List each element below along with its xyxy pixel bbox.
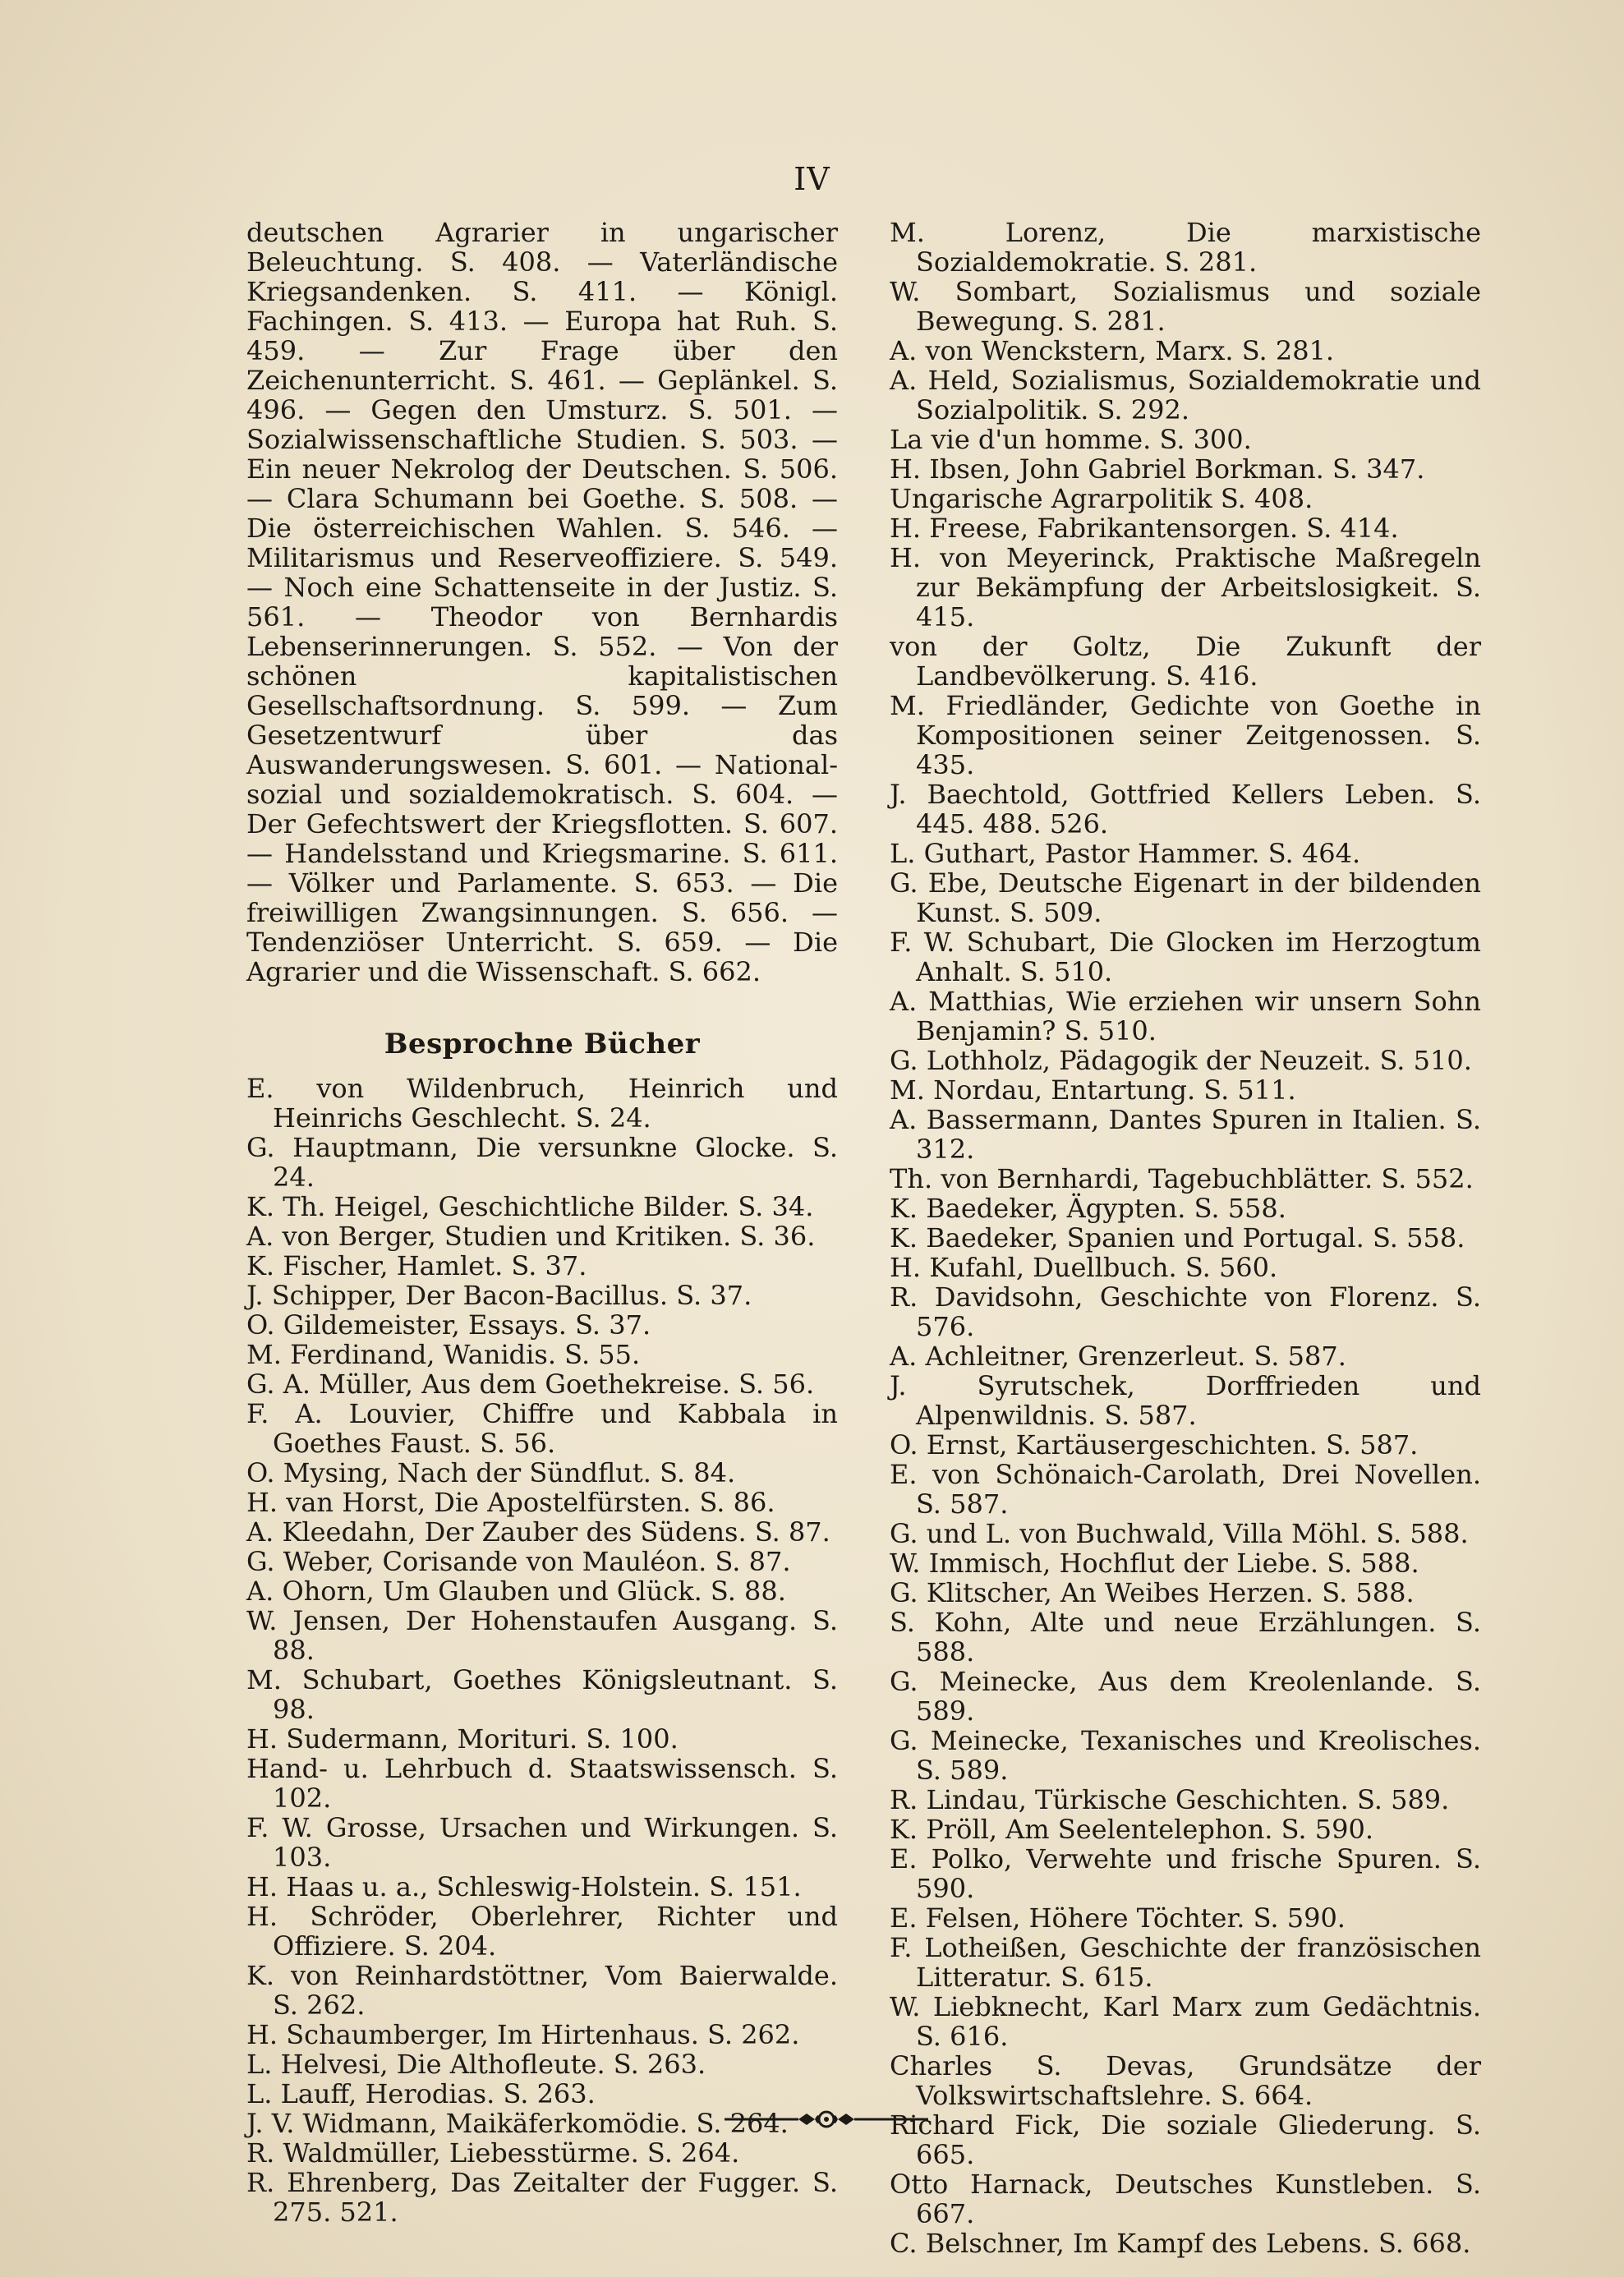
book-entry: A. Ohorn, Um Glauben und Glück. S. 88. — [246, 1576, 786, 1607]
book-entry: H. van Horst, Die Apostelfürsten. S. 86. — [246, 1487, 775, 1518]
section-title: Besprochne Bücher — [384, 1028, 701, 1060]
book-list-right — [890, 218, 1481, 2258]
book-entry: Th. von Bernhardi, Tagebuchblätter. S. 552. — [890, 1163, 1474, 1194]
book-entry: H. Schaumberger, Im Hirtenhaus. S. 262. — [246, 2019, 800, 2050]
book-entry: K. Pröll, Am Seelentelephon. S. 590. — [890, 1814, 1374, 1845]
book-entry: F. W. Grosse, Ursachen und Wirkungen. S. 103. — [246, 1812, 838, 1873]
book-entry: G. A. Müller, Aus dem Goethekreise. S. 56. — [246, 1368, 815, 1400]
book-entry: L. Helvesi, Die Althofleute. S. 263. — [246, 2049, 706, 2080]
book-entry: A. Kleedahn, Der Zauber des Südens. S. 87. — [246, 1516, 830, 1548]
book-entry: Richard Fick, Die soziale Gliederung. S. 665. — [890, 2109, 1481, 2170]
book-entry: E. von Schönaich-Carolath, Drei Novellen. S. 587. — [890, 1459, 1481, 1520]
book-entry: R. Lindau, Türkische Geschichten. S. 589. — [890, 1784, 1450, 1815]
book-entry: K. Baedeker, Spanien und Portugal. S. 558. — [890, 1222, 1465, 1254]
book-entry: Charles S. Devas, Grundsätze der Volkswirtschaftslehre. S. 664. — [890, 2050, 1481, 2111]
book-entry: A. Achleitner, Grenzerleut. S. 587. — [890, 1341, 1346, 1372]
book-entry: O. Gildemeister, Essays. S. 37. — [246, 1309, 651, 1341]
book-entry: E. Polko, Verwehte und frische Spuren. S. 590. — [890, 1843, 1481, 1904]
book-entry: W. Jensen, Der Hohenstaufen Ausgang. S. 88. — [246, 1605, 838, 1666]
book-entry: G. Ebe, Deutsche Eigenart in der bildenden Kunst. S. 509. — [890, 867, 1481, 928]
book-entry: S. Kohn, Alte und neue Erzählungen. S. 588. — [890, 1607, 1481, 1668]
book-entry: G. Klitscher, An Weibes Herzen. S. 588. — [890, 1577, 1415, 1608]
book-entry: K. von Reinhardstöttner, Vom Baierwalde. S. 262. — [246, 1960, 838, 2021]
book-entry: L. Lauff, Herodias. S. 263. — [246, 2078, 596, 2109]
book-entry: H. Freese, Fabrikantensorgen. S. 414. — [890, 513, 1399, 544]
book-entry: von der Goltz, Die Zukunft der Landbevölkerung. S. 416. — [890, 631, 1481, 692]
book-entry: O. Mysing, Nach der Sündflut. S. 84. — [246, 1457, 736, 1488]
ornament-divider-icon — [720, 2103, 933, 2136]
book-entry: H. Kufahl, Duellbuch. S. 560. — [890, 1252, 1278, 1283]
book-entry: G. Weber, Corisande von Mauléon. S. 87. — [246, 1546, 791, 1577]
book-entry: F. Lotheißen, Geschichte der französischen Litteratur. S. 615. — [890, 1932, 1481, 1993]
book-entry: G. und L. von Buchwald, Villa Möhl. S. 588. — [890, 1518, 1469, 1549]
book-entry: G. Hauptmann, Die versunkne Glocke. S. 24. — [246, 1132, 838, 1193]
book-entry: Hand- u. Lehrbuch d. Staatswissensch. S. 102. — [246, 1753, 838, 1814]
book-entry: G. Meinecke, Texanisches und Kreolisches. S. 589. — [890, 1725, 1481, 1786]
book-entry: J. Schipper, Der Bacon-Bacillus. S. 37. — [246, 1280, 752, 1311]
book-entry: H. Schröder, Oberlehrer, Richter und Offiziere. S. 204. — [246, 1901, 838, 1962]
book-entry: O. Ernst, Kartäusergeschichten. S. 587. — [890, 1429, 1419, 1460]
book-entry: R. Davidsohn, Geschichte von Florenz. S. 576. — [890, 1281, 1481, 1342]
book-entry: A. Matthias, Wie erziehen wir unsern Sohn Benjamin? S. 510. — [890, 986, 1481, 1046]
left-column — [246, 218, 838, 2227]
book-entry: A. Bassermann, Dantes Spuren in Italien. S. 312. — [890, 1104, 1481, 1165]
book-entry: A. von Berger, Studien und Kritiken. S. 36. — [246, 1221, 816, 1252]
book-entry: Ungarische Agrarpolitik S. 408. — [890, 483, 1313, 514]
book-entry: W. Sombart, Sozialismus und soziale Bewegung. S. 281. — [890, 276, 1481, 337]
book-entry: R. Waldmüller, Liebesstürme. S. 264. — [246, 2137, 740, 2169]
right-column — [890, 218, 1481, 2258]
page-number: IV — [794, 161, 830, 197]
book-entry: A. von Wenckstern, Marx. S. 281. — [890, 335, 1335, 366]
book-entry: L. Guthart, Pastor Hammer. S. 464. — [890, 838, 1361, 869]
book-entry: F. W. Schubart, Die Glocken im Herzogtum Anhalt. S. 510. — [890, 927, 1481, 987]
book-entry: G. Lothholz, Pädagogik der Neuzeit. S. 510. — [890, 1045, 1472, 1076]
book-entry: R. Ehrenberg, Das Zeitalter der Fugger. S. 275. 521. — [246, 2167, 838, 2228]
book-entry: H. Ibsen, John Gabriel Borkman. S. 347. — [890, 453, 1425, 485]
book-entry: A. Held, Sozialismus, Sozialdemokratie und Sozialpolitik. S. 292. — [890, 365, 1481, 426]
book-entry: M. Nordau, Entartung. S. 511. — [890, 1074, 1296, 1106]
book-entry: W. Immisch, Hochflut der Liebe. S. 588. — [890, 1548, 1419, 1579]
book-entry: K. Baedeker, Ägypten. S. 558. — [890, 1193, 1286, 1224]
book-entry: E. Felsen, Höhere Töchter. S. 590. — [890, 1902, 1346, 1934]
book-entry: G. Meinecke, Aus dem Kreolenlande. S. 589. — [890, 1666, 1481, 1727]
book-entry: H. von Meyerinck, Praktische Maßregeln zur Bekämpfung der Arbeitslosigkeit. S. 415. — [890, 542, 1481, 632]
book-entry: La vie d'un homme. S. 300. — [890, 424, 1252, 455]
book-entry: W. Liebknecht, Karl Marx zum Gedächtnis. S. 616. — [890, 1991, 1481, 2052]
book-entry: H. Haas u. a., Schleswig-Holstein. S. 151. — [246, 1871, 802, 1902]
book-entry: Otto Harnack, Deutsches Kunstleben. S. 667. — [890, 2169, 1481, 2229]
book-entry: M. Friedländer, Gedichte von Goethe in Kompositionen seiner Zeitgenossen. S. 435. — [890, 690, 1481, 780]
book-entry: F. A. Louvier, Chiffre und Kabbala in Goethes Faust. S. 56. — [246, 1398, 838, 1459]
book-entry: M. Ferdinand, Wanidis. S. 55. — [246, 1339, 641, 1370]
book-entry: E. von Wildenbruch, Heinrich und Heinrichs Geschlecht. S. 24. — [246, 1073, 838, 1134]
book-list-left — [246, 1074, 838, 2227]
continuation-paragraph: deutschen Agrarier in ungarischer Beleuchtung. S. 408. — Vaterländische Kriegsandenken. S. 411. — Königl. Fachingen. S. 413. — Europa hat Ruh. S. 459. — Zur Frage über den Zeichenunterricht. S. 461. — Geplänkel. S. 496. — Gegen den Umsturz. S. 501. — Sozialwissenschaftliche Studien. S. 503. — Ein neuer Nekrolog der Deutschen. S. 506. — Clara Schumann bei Goethe. S. 508. — Die österreichischen Wahlen. S. 546. — Militarismus und Reserveoffiziere. S. 549. — Noch eine Schattenseite in der Justiz. S. 561. — Theodor von Bernhardis Lebenserinnerungen. S. 552. — Von der schönen kapitalistischen Gesellschaftsordnung. S. 599. — Zum Gesetzentwurf über das Auswanderungswesen. S. 601. — National-sozial und sozialdemokratisch. S. 604. — Der Gefechtswert der Kriegsflotten. S. 607. — Handelsstand und Kriegsmarine. S. 611. — Völker und Parlamente. S. 653. — Die freiwilligen Zwangsinnungen. S. 656. — Tendenziöser Unterricht. S. 659. — Die Agrarier und die Wissenschaft. S. 662. — [246, 217, 838, 987]
book-entry: J. Syrutschek, Dorffrieden und Alpenwildnis. S. 587. — [890, 1370, 1481, 1431]
book-entry: M. Lorenz, Die marxistische Sozialdemokratie. S. 281. — [890, 217, 1481, 278]
book-entry: J. Baechtold, Gottfried Kellers Leben. S. 445. 488. 526. — [890, 779, 1481, 840]
book-entry: K. Th. Heigel, Geschichtliche Bilder. S. 34. — [246, 1191, 814, 1222]
book-entry: C. Belschner, Im Kampf des Lebens. S. 668. — [890, 2228, 1471, 2259]
book-entry: H. Sudermann, Morituri. S. 100. — [246, 1723, 679, 1755]
book-entry: K. Fischer, Hamlet. S. 37. — [246, 1250, 587, 1281]
book-entry: M. Schubart, Goethes Königsleutnant. S. 98. — [246, 1664, 838, 1725]
book-entry: J. V. Widmann, Maikäferkomödie. S. 264. — [246, 2108, 789, 2139]
